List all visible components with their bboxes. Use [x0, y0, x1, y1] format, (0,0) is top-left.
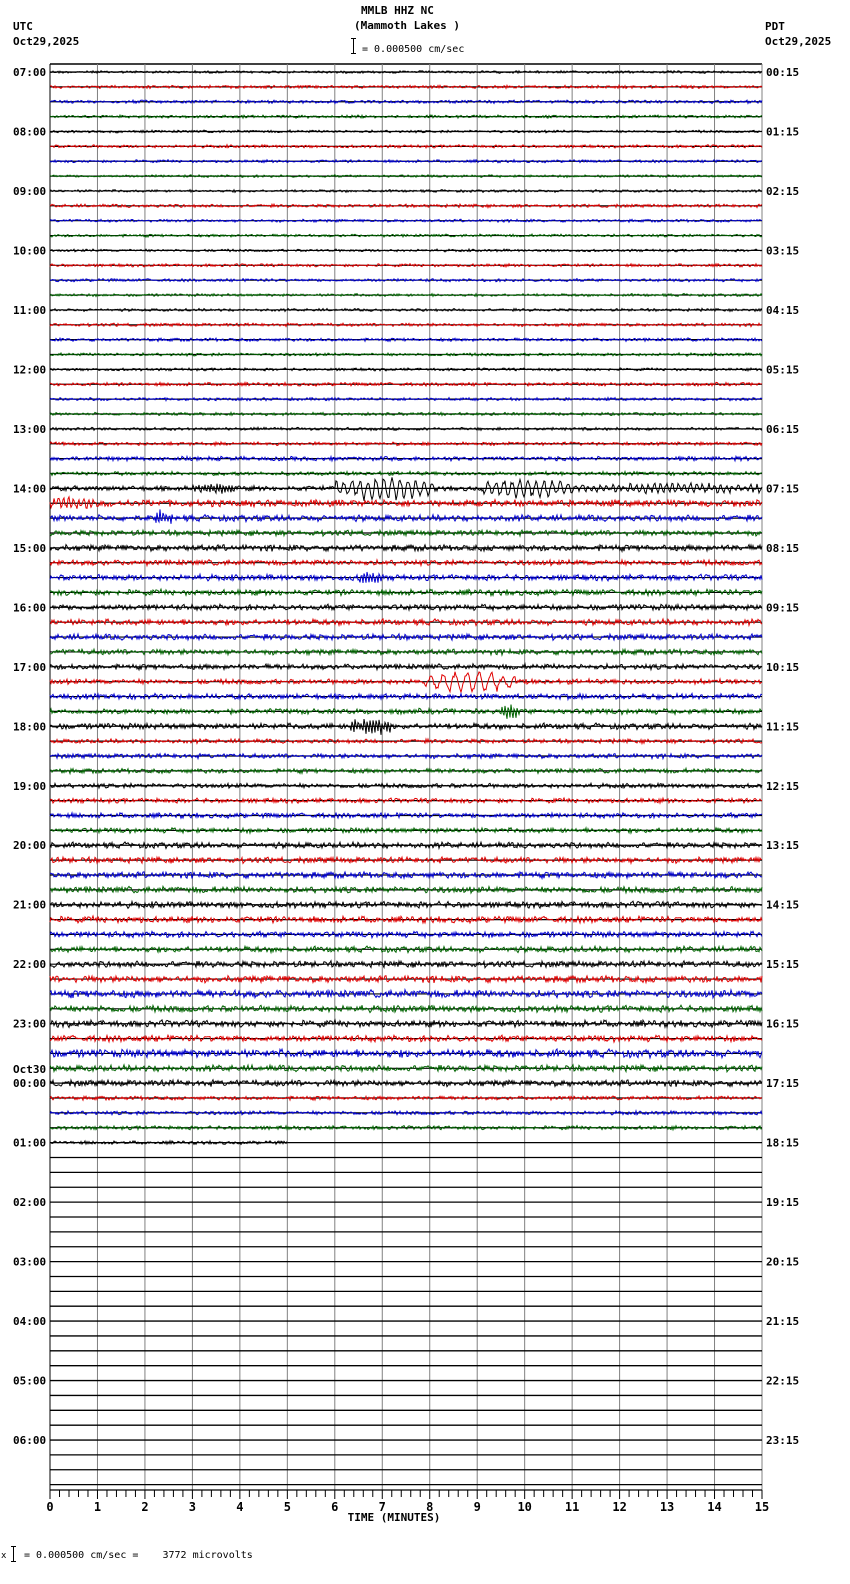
left-date: Oct29,2025	[13, 35, 80, 48]
trace-row	[50, 1005, 762, 1012]
trace-row	[50, 946, 762, 953]
x-tick-label: 11	[564, 1500, 580, 1514]
utc-hour-label: 23:00	[13, 1017, 47, 1031]
trace-row	[50, 234, 762, 237]
pdt-hour-label: 04:15	[766, 303, 800, 317]
trace-row	[50, 842, 762, 849]
trace-row	[50, 976, 762, 983]
right-date: Oct29,2025	[765, 35, 832, 48]
x-tick-label: 13	[659, 1500, 675, 1514]
trace-row	[50, 916, 762, 923]
pdt-hour-label: 15:15	[766, 958, 800, 972]
trace-row	[50, 323, 762, 327]
pdt-hour-label: 03:15	[766, 244, 800, 258]
trace-row	[50, 739, 762, 744]
trace-row	[50, 828, 762, 834]
trace-row	[50, 619, 762, 626]
pdt-hour-label: 13:15	[766, 839, 800, 853]
trace-row	[50, 477, 762, 500]
utc-hour-label: 19:00	[13, 779, 47, 793]
trace-row	[50, 664, 762, 670]
trace-row	[50, 901, 762, 908]
utc-hour-label: 01:00	[13, 1136, 47, 1150]
x-tick-label: 0	[46, 1500, 54, 1514]
trace-row	[50, 130, 762, 133]
trace-row	[50, 471, 762, 475]
trace-row	[50, 353, 762, 356]
trace-row	[50, 649, 762, 655]
trace-row	[50, 961, 762, 968]
footer-marker: x	[1, 1551, 7, 1561]
pdt-hour-label: 16:15	[766, 1017, 800, 1031]
trace-row	[50, 190, 762, 193]
trace-row	[50, 768, 762, 773]
pdt-hour-label: 06:15	[766, 422, 800, 436]
pdt-hour-label: 14:15	[766, 898, 800, 912]
footer-scale-text: = 0.000500 cm/sec = 3772 microvolts	[24, 1550, 253, 1561]
trace-row	[50, 672, 762, 693]
trace-row	[50, 145, 762, 148]
x-tick-label: 4	[236, 1500, 244, 1514]
scale-text: = 0.000500 cm/sec	[362, 44, 465, 55]
trace-row	[50, 368, 762, 371]
pdt-hour-label: 01:15	[766, 125, 800, 139]
trace-row	[50, 560, 762, 566]
trace-row	[50, 572, 762, 583]
pdt-hour-label: 00:15	[766, 66, 800, 79]
utc-hour-label: 17:00	[13, 660, 47, 674]
trace-row	[50, 264, 762, 267]
trace-row	[50, 530, 762, 536]
utc-hour-label: 14:00	[13, 482, 47, 496]
utc-hour-label: 06:00	[13, 1434, 47, 1448]
pdt-hour-label: 23:15	[766, 1434, 800, 1448]
utc-hour-label: 18:00	[13, 720, 47, 734]
trace-row	[50, 509, 762, 523]
utc-hour-label: 12:00	[13, 363, 47, 377]
trace-row	[50, 1141, 762, 1145]
left-timezone: UTC	[13, 20, 33, 33]
trace-row	[50, 886, 762, 893]
trace-row	[50, 456, 762, 461]
footer-scale-bar-icon	[11, 1546, 16, 1562]
utc-hour-label: 03:00	[13, 1255, 47, 1269]
x-tick-label: 15	[754, 1500, 770, 1514]
utc-hour-label: 22:00	[13, 958, 47, 972]
pdt-hour-label: 21:15	[766, 1315, 800, 1329]
trace-row	[50, 798, 762, 803]
utc-hour-label: 08:00	[13, 125, 47, 139]
trace-row	[50, 175, 762, 178]
pdt-hour-label: 10:15	[766, 660, 800, 674]
trace-row	[50, 1065, 762, 1072]
utc-hour-label: 16:00	[13, 601, 47, 615]
pdt-hour-label: 20:15	[766, 1255, 800, 1269]
trace-row	[50, 705, 762, 719]
trace-row	[50, 115, 762, 118]
trace-row	[50, 100, 762, 103]
trace-row	[50, 813, 762, 818]
trace-row	[50, 85, 762, 88]
trace-row	[50, 249, 762, 252]
x-tick-label: 2	[141, 1500, 149, 1514]
pdt-hour-label: 18:15	[766, 1136, 800, 1150]
trace-row	[50, 294, 762, 297]
trace-row	[50, 382, 762, 386]
x-tick-label: 3	[188, 1500, 197, 1514]
pdt-hour-label: 22:15	[766, 1374, 800, 1388]
pdt-hour-label: 17:15	[766, 1077, 800, 1091]
trace-row	[50, 857, 762, 864]
trace-row	[50, 71, 762, 74]
utc-hour-label: 21:00	[13, 898, 47, 912]
x-tick-label: 8	[426, 1500, 434, 1514]
trace-row	[50, 338, 762, 342]
utc-hour-label: 09:00	[13, 184, 47, 198]
trace-row	[50, 219, 762, 222]
station-location: (Mammoth Lakes )	[354, 19, 460, 32]
utc-hour-label: 20:00	[13, 839, 47, 853]
trace-row	[50, 1111, 762, 1115]
x-axis-title: TIME (MINUTES)	[347, 1511, 441, 1524]
utc-hour-label: 05:00	[13, 1374, 47, 1388]
trace-row	[50, 412, 762, 415]
trace-row	[50, 872, 762, 879]
trace-row	[50, 719, 762, 735]
trace-row	[50, 1080, 762, 1087]
trace-row	[50, 783, 762, 788]
x-tick-label: 14	[707, 1500, 722, 1514]
pdt-hour-label: 09:15	[766, 601, 800, 615]
trace-row	[50, 990, 762, 998]
trace-row	[50, 1020, 762, 1028]
utc-hour-label: 15:00	[13, 541, 47, 555]
utc-hour-label: 02:00	[13, 1196, 47, 1210]
trace-row	[50, 589, 762, 596]
trace-row	[50, 1126, 762, 1130]
trace-row	[50, 427, 762, 430]
utc-hour-label: 11:00	[13, 303, 47, 317]
utc-hour-label: 07:00	[13, 66, 47, 79]
trace-row	[50, 204, 762, 208]
trace-row	[50, 694, 762, 700]
right-timezone: PDT	[765, 20, 785, 33]
trace-row	[50, 442, 762, 446]
pdt-hour-label: 08:15	[766, 541, 800, 555]
utc-hour-label: 13:00	[13, 422, 47, 436]
pdt-hour-label: 05:15	[766, 363, 800, 377]
utc-date-label: Oct30	[13, 1063, 47, 1077]
trace-row	[50, 604, 762, 611]
x-tick-label: 5	[283, 1500, 291, 1514]
x-tick-label: 6	[331, 1500, 339, 1514]
x-tick-label: 10	[517, 1500, 532, 1514]
pdt-hour-label: 11:15	[766, 720, 800, 734]
x-tick-label: 7	[378, 1500, 386, 1514]
trace-row	[50, 497, 762, 509]
utc-hour-label: 00:00	[13, 1077, 47, 1091]
x-tick-label: 9	[473, 1500, 481, 1514]
trace-row	[50, 160, 762, 163]
trace-row	[50, 1035, 762, 1042]
trace-row	[50, 931, 762, 938]
trace-row	[50, 1096, 762, 1100]
trace-row	[50, 545, 762, 552]
trace-row	[50, 308, 762, 311]
pdt-hour-label: 02:15	[766, 184, 800, 198]
trace-row	[50, 634, 762, 640]
trace-row	[50, 1049, 762, 1058]
utc-hour-label: 04:00	[13, 1315, 47, 1329]
station-title: MMLB HHZ NC	[361, 4, 434, 17]
utc-hour-label: 10:00	[13, 244, 47, 258]
pdt-hour-label: 07:15	[766, 482, 800, 496]
trace-row	[50, 398, 762, 401]
x-tick-label: 12	[612, 1500, 627, 1514]
pdt-hour-label: 19:15	[766, 1196, 800, 1210]
trace-row	[50, 754, 762, 759]
x-tick-label: 1	[93, 1500, 102, 1514]
pdt-hour-label: 12:15	[766, 779, 800, 793]
trace-row	[50, 279, 762, 282]
